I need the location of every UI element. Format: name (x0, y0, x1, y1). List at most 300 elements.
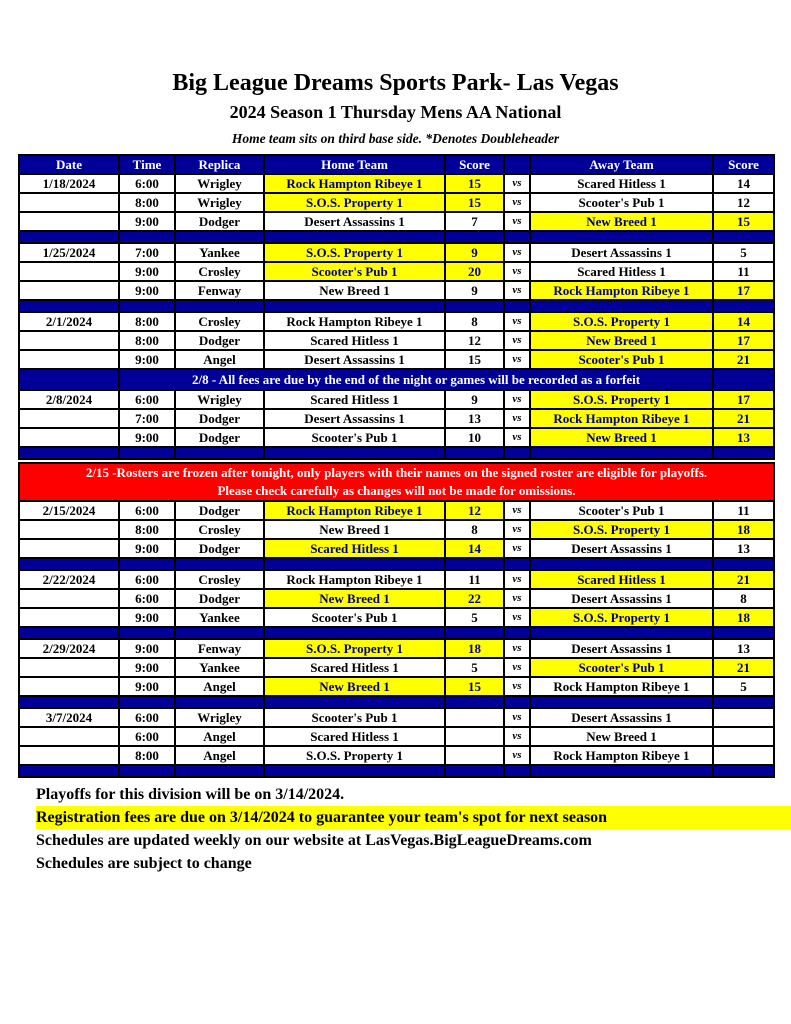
away-score-cell: 17 (713, 390, 774, 409)
separator-cell (713, 696, 774, 708)
page-subtitle: 2024 Season 1 Thursday Mens AA National (229, 102, 562, 122)
home-team-cell: S.O.S. Property 1 (264, 746, 445, 765)
separator-cell (445, 300, 504, 312)
home-score-cell (445, 708, 504, 727)
separator-cell (264, 231, 445, 243)
roster-notice-cell (19, 463, 774, 501)
separator-cell (713, 765, 774, 777)
replica-cell: Wrigley (175, 708, 264, 727)
away-score-cell (713, 727, 774, 746)
vs-label: vs (504, 501, 530, 520)
time-cell: 6:00 (119, 708, 175, 727)
separator-cell (19, 300, 119, 312)
home-score-cell: 12 (445, 331, 504, 350)
away-score-cell: 13 (713, 639, 774, 658)
away-team-cell: S.O.S. Property 1 (530, 390, 713, 409)
table-header-row (19, 155, 774, 174)
away-team-cell: Scooter's Pub 1 (530, 193, 713, 212)
schedule-table-body (19, 174, 774, 777)
separator-cell (504, 627, 530, 639)
date-cell: 2/8/2024 (19, 390, 119, 409)
date-cell (19, 677, 119, 696)
away-team-cell: Desert Assassins 1 (530, 243, 713, 262)
footer-change-line: Schedules are subject to change (36, 855, 252, 872)
separator-row (19, 231, 774, 243)
footer-playoffs-line: Playoffs for this division will be on 3/14/2024. (36, 786, 345, 803)
home-team-cell: Scared Hitless 1 (264, 390, 445, 409)
separator-cell (530, 231, 713, 243)
vs-label: vs (504, 390, 530, 409)
home-score-cell: 9 (445, 243, 504, 262)
date-cell (19, 193, 119, 212)
away-team-cell: Scared Hitless 1 (530, 262, 713, 281)
time-cell: 6:00 (119, 174, 175, 193)
vs-label: vs (504, 708, 530, 727)
separator-cell (264, 447, 445, 459)
away-team-cell: Rock Hampton Ribeye 1 (530, 746, 713, 765)
separator-cell (264, 558, 445, 570)
vs-label: vs (504, 350, 530, 369)
separator-cell (504, 696, 530, 708)
vs-label: vs (504, 746, 530, 765)
time-cell: 7:00 (119, 409, 175, 428)
replica-cell: Fenway (175, 639, 264, 658)
home-score-cell: 5 (445, 658, 504, 677)
date-cell (19, 262, 119, 281)
away-team-cell: Scooter's Pub 1 (530, 658, 713, 677)
away-score-cell: 15 (713, 212, 774, 231)
separator-cell (175, 300, 264, 312)
separator-cell (445, 558, 504, 570)
column-header-replica: Replica (175, 155, 264, 174)
separator-cell (119, 627, 175, 639)
date-cell (19, 520, 119, 539)
date-cell (19, 727, 119, 746)
separator-row (19, 300, 774, 312)
replica-cell: Crosley (175, 570, 264, 589)
date-cell: 1/25/2024 (19, 243, 119, 262)
replica-cell: Dodger (175, 501, 264, 520)
separator-cell (264, 627, 445, 639)
home-score-cell (445, 746, 504, 765)
away-team-cell: S.O.S. Property 1 (530, 312, 713, 331)
replica-cell: Wrigley (175, 174, 264, 193)
time-cell: 6:00 (119, 727, 175, 746)
game-row (19, 727, 774, 746)
game-row (19, 212, 774, 231)
away-score-cell: 5 (713, 677, 774, 696)
separator-cell (19, 627, 119, 639)
date-cell (19, 350, 119, 369)
date-cell: 2/1/2024 (19, 312, 119, 331)
away-team-cell: New Breed 1 (530, 428, 713, 447)
time-cell: 9:00 (119, 608, 175, 627)
separator-cell (119, 231, 175, 243)
vs-label: vs (504, 677, 530, 696)
replica-cell: Wrigley (175, 193, 264, 212)
away-score-cell: 21 (713, 658, 774, 677)
home-team-cell: Rock Hampton Ribeye 1 (264, 501, 445, 520)
separator-cell (264, 696, 445, 708)
time-cell: 9:00 (119, 428, 175, 447)
home-team-cell: Rock Hampton Ribeye 1 (264, 174, 445, 193)
away-team-cell: S.O.S. Property 1 (530, 608, 713, 627)
time-cell: 8:00 (119, 331, 175, 350)
time-cell: 9:00 (119, 281, 175, 300)
separator-cell (530, 300, 713, 312)
date-cell (19, 212, 119, 231)
home-team-cell: S.O.S. Property 1 (264, 193, 445, 212)
away-team-cell: New Breed 1 (530, 727, 713, 746)
replica-cell: Yankee (175, 658, 264, 677)
away-score-cell: 18 (713, 608, 774, 627)
date-cell (19, 428, 119, 447)
home-score-cell: 22 (445, 589, 504, 608)
away-team-cell: New Breed 1 (530, 331, 713, 350)
roster-notice-line2: Please check carefully as changes will not be made for omissions. (217, 483, 576, 498)
game-row (19, 243, 774, 262)
home-score-cell: 14 (445, 539, 504, 558)
game-row (19, 570, 774, 589)
separator-cell (530, 696, 713, 708)
vs-label: vs (504, 174, 530, 193)
vs-label: vs (504, 539, 530, 558)
away-team-cell: Rock Hampton Ribeye 1 (530, 281, 713, 300)
away-team-cell: Desert Assassins 1 (530, 639, 713, 658)
away-team-cell: Rock Hampton Ribeye 1 (530, 677, 713, 696)
date-cell (19, 658, 119, 677)
home-score-cell: 10 (445, 428, 504, 447)
game-row (19, 331, 774, 350)
vs-label: vs (504, 520, 530, 539)
game-row (19, 589, 774, 608)
replica-cell: Angel (175, 350, 264, 369)
away-score-cell: 21 (713, 570, 774, 589)
home-team-cell: Scared Hitless 1 (264, 331, 445, 350)
time-cell: 9:00 (119, 677, 175, 696)
separator-cell (445, 696, 504, 708)
separator-cell (19, 765, 119, 777)
home-team-cell: S.O.S. Property 1 (264, 639, 445, 658)
time-cell: 9:00 (119, 350, 175, 369)
away-score-cell (713, 746, 774, 765)
home-team-cell: Desert Assassins 1 (264, 212, 445, 231)
time-cell: 8:00 (119, 312, 175, 331)
home-score-cell: 15 (445, 174, 504, 193)
separator-cell (504, 231, 530, 243)
home-team-cell: New Breed 1 (264, 677, 445, 696)
time-cell: 6:00 (119, 390, 175, 409)
column-header-home-team: Home Team (264, 155, 445, 174)
game-row (19, 174, 774, 193)
home-team-cell: Scooter's Pub 1 (264, 708, 445, 727)
home-score-cell: 8 (445, 520, 504, 539)
column-header-home-score: Score (445, 155, 504, 174)
separator-row (19, 558, 774, 570)
separator-row (19, 765, 774, 777)
away-score-cell: 13 (713, 428, 774, 447)
game-row (19, 262, 774, 281)
home-team-cell: Scared Hitless 1 (264, 727, 445, 746)
replica-cell: Dodger (175, 212, 264, 231)
home-score-cell: 20 (445, 262, 504, 281)
replica-cell: Fenway (175, 281, 264, 300)
separator-cell (19, 447, 119, 459)
vs-label: vs (504, 331, 530, 350)
date-cell (19, 589, 119, 608)
home-score-cell: 5 (445, 608, 504, 627)
time-cell: 8:00 (119, 746, 175, 765)
separator-cell (445, 447, 504, 459)
separator-cell (175, 627, 264, 639)
date-cell (19, 608, 119, 627)
date-cell (19, 331, 119, 350)
time-cell: 9:00 (119, 212, 175, 231)
separator-cell (445, 231, 504, 243)
date-cell: 2/15/2024 (19, 501, 119, 520)
column-header-away-score: Score (713, 155, 774, 174)
time-cell: 8:00 (119, 520, 175, 539)
game-row (19, 539, 774, 558)
home-score-cell: 9 (445, 281, 504, 300)
replica-cell: Wrigley (175, 390, 264, 409)
separator-cell (119, 300, 175, 312)
page-title: Big League Dreams Sports Park- Las Vegas (172, 70, 619, 96)
home-score-cell: 15 (445, 193, 504, 212)
separator-cell (530, 627, 713, 639)
column-header-away-team: Away Team (530, 155, 713, 174)
away-team-cell: Scooter's Pub 1 (530, 350, 713, 369)
replica-cell: Angel (175, 727, 264, 746)
schedule-table-head (19, 155, 774, 174)
game-row (19, 639, 774, 658)
game-row (19, 708, 774, 727)
away-score-cell: 14 (713, 174, 774, 193)
time-cell: 9:00 (119, 262, 175, 281)
home-team-cell: New Breed 1 (264, 281, 445, 300)
home-score-cell: 7 (445, 212, 504, 231)
home-team-cell: Rock Hampton Ribeye 1 (264, 570, 445, 589)
away-team-cell: Desert Assassins 1 (530, 539, 713, 558)
vs-label: vs (504, 281, 530, 300)
separator-cell (504, 300, 530, 312)
away-score-cell: 17 (713, 331, 774, 350)
replica-cell: Angel (175, 677, 264, 696)
home-score-cell: 9 (445, 390, 504, 409)
separator-cell (504, 447, 530, 459)
date-cell: 3/7/2024 (19, 708, 119, 727)
vs-label: vs (504, 428, 530, 447)
separator-cell (713, 231, 774, 243)
vs-label: vs (504, 212, 530, 231)
home-score-cell: 15 (445, 677, 504, 696)
away-score-cell (713, 708, 774, 727)
replica-cell: Angel (175, 746, 264, 765)
fees-notice-text: 2/8 - All fees are due by the end of the night or games will be recorded as a forfeit (119, 369, 713, 390)
replica-cell: Crosley (175, 262, 264, 281)
date-cell (19, 539, 119, 558)
away-score-cell: 13 (713, 539, 774, 558)
footer-registration-line: Registration fees are due on 3/14/2024 to guarantee your team's spot for next season (36, 806, 791, 829)
fees-notice-left-cell (19, 369, 119, 390)
vs-label: vs (504, 262, 530, 281)
replica-cell: Yankee (175, 243, 264, 262)
game-row (19, 390, 774, 409)
home-team-cell: Desert Assassins 1 (264, 409, 445, 428)
game-row (19, 312, 774, 331)
separator-cell (713, 558, 774, 570)
separator-cell (119, 447, 175, 459)
vs-label: vs (504, 639, 530, 658)
game-row (19, 658, 774, 677)
home-team-cell: Scooter's Pub 1 (264, 262, 445, 281)
away-team-cell: S.O.S. Property 1 (530, 520, 713, 539)
vs-label: vs (504, 658, 530, 677)
away-team-cell: Desert Assassins 1 (530, 708, 713, 727)
away-team-cell: Desert Assassins 1 (530, 589, 713, 608)
home-score-cell (445, 727, 504, 746)
date-cell (19, 746, 119, 765)
column-header-time: Time (119, 155, 175, 174)
separator-cell (175, 558, 264, 570)
replica-cell: Dodger (175, 589, 264, 608)
away-team-cell: Rock Hampton Ribeye 1 (530, 409, 713, 428)
away-score-cell: 21 (713, 409, 774, 428)
home-team-cell: Scared Hitless 1 (264, 539, 445, 558)
separator-cell (264, 300, 445, 312)
date-cell (19, 281, 119, 300)
away-score-cell: 5 (713, 243, 774, 262)
separator-cell (713, 300, 774, 312)
vs-label: vs (504, 312, 530, 331)
replica-cell: Yankee (175, 608, 264, 627)
game-row (19, 428, 774, 447)
away-score-cell: 11 (713, 262, 774, 281)
game-row (19, 409, 774, 428)
time-cell: 6:00 (119, 570, 175, 589)
replica-cell: Crosley (175, 520, 264, 539)
separator-cell (175, 231, 264, 243)
home-score-cell: 13 (445, 409, 504, 428)
vs-label: vs (504, 570, 530, 589)
away-score-cell: 11 (713, 501, 774, 520)
separator-cell (119, 765, 175, 777)
replica-cell: Dodger (175, 409, 264, 428)
away-team-cell: Scared Hitless 1 (530, 570, 713, 589)
time-cell: 6:00 (119, 589, 175, 608)
separator-cell (713, 447, 774, 459)
separator-cell (504, 558, 530, 570)
away-score-cell: 18 (713, 520, 774, 539)
roster-notice-row (19, 463, 774, 501)
separator-cell (175, 447, 264, 459)
time-cell: 6:00 (119, 501, 175, 520)
separator-row (19, 627, 774, 639)
game-row (19, 193, 774, 212)
home-score-cell: 15 (445, 350, 504, 369)
vs-label: vs (504, 409, 530, 428)
vs-label: vs (504, 193, 530, 212)
home-team-note: Home team sits on third base side. *Denotes Doubleheader (231, 131, 560, 146)
footer (36, 783, 791, 875)
separator-cell (530, 447, 713, 459)
separator-cell (19, 231, 119, 243)
vs-label: vs (504, 727, 530, 746)
game-row (19, 501, 774, 520)
footer-website-line: Schedules are updated weekly on our website at LasVegas.BigLeagueDreams.com (36, 832, 592, 849)
away-score-cell: 12 (713, 193, 774, 212)
separator-cell (504, 765, 530, 777)
home-team-cell: New Breed 1 (264, 520, 445, 539)
game-row (19, 746, 774, 765)
replica-cell: Dodger (175, 539, 264, 558)
home-score-cell: 18 (445, 639, 504, 658)
home-team-cell: Desert Assassins 1 (264, 350, 445, 369)
game-row (19, 520, 774, 539)
separator-cell (445, 627, 504, 639)
away-team-cell: Scared Hitless 1 (530, 174, 713, 193)
away-score-cell: 21 (713, 350, 774, 369)
home-team-cell: Rock Hampton Ribeye 1 (264, 312, 445, 331)
separator-cell (119, 558, 175, 570)
game-row (19, 608, 774, 627)
home-team-cell: Scooter's Pub 1 (264, 428, 445, 447)
home-score-cell: 11 (445, 570, 504, 589)
vs-label: vs (504, 243, 530, 262)
home-score-cell: 12 (445, 501, 504, 520)
time-cell: 7:00 (119, 243, 175, 262)
replica-cell: Crosley (175, 312, 264, 331)
separator-row (19, 447, 774, 459)
separator-cell (19, 558, 119, 570)
home-score-cell: 8 (445, 312, 504, 331)
separator-cell (175, 765, 264, 777)
separator-cell (19, 696, 119, 708)
game-row (19, 281, 774, 300)
away-team-cell: Scooter's Pub 1 (530, 501, 713, 520)
separator-cell (119, 696, 175, 708)
vs-label: vs (504, 589, 530, 608)
fees-notice-right-cell (713, 369, 774, 390)
roster-notice-line1: 2/15 -Rosters are frozen after tonight, only players with their names on the signed roster are eligible for playoffs. (85, 465, 708, 480)
date-cell (19, 409, 119, 428)
game-row (19, 350, 774, 369)
column-header-vs (504, 155, 530, 174)
away-team-cell: New Breed 1 (530, 212, 713, 231)
separator-cell (713, 627, 774, 639)
separator-cell (445, 765, 504, 777)
away-score-cell: 14 (713, 312, 774, 331)
fees-notice-row (19, 369, 774, 390)
home-team-cell: Scared Hitless 1 (264, 658, 445, 677)
separator-cell (175, 696, 264, 708)
replica-cell: Dodger (175, 331, 264, 350)
separator-cell (530, 765, 713, 777)
home-team-cell: Scooter's Pub 1 (264, 608, 445, 627)
schedule-table (18, 154, 775, 778)
date-cell: 2/22/2024 (19, 570, 119, 589)
replica-cell: Dodger (175, 428, 264, 447)
away-score-cell: 8 (713, 589, 774, 608)
separator-cell (264, 765, 445, 777)
date-cell: 2/29/2024 (19, 639, 119, 658)
column-header-date: Date (19, 155, 119, 174)
away-score-cell: 17 (713, 281, 774, 300)
separator-cell (530, 558, 713, 570)
home-team-cell: New Breed 1 (264, 589, 445, 608)
time-cell: 9:00 (119, 658, 175, 677)
home-team-cell: S.O.S. Property 1 (264, 243, 445, 262)
